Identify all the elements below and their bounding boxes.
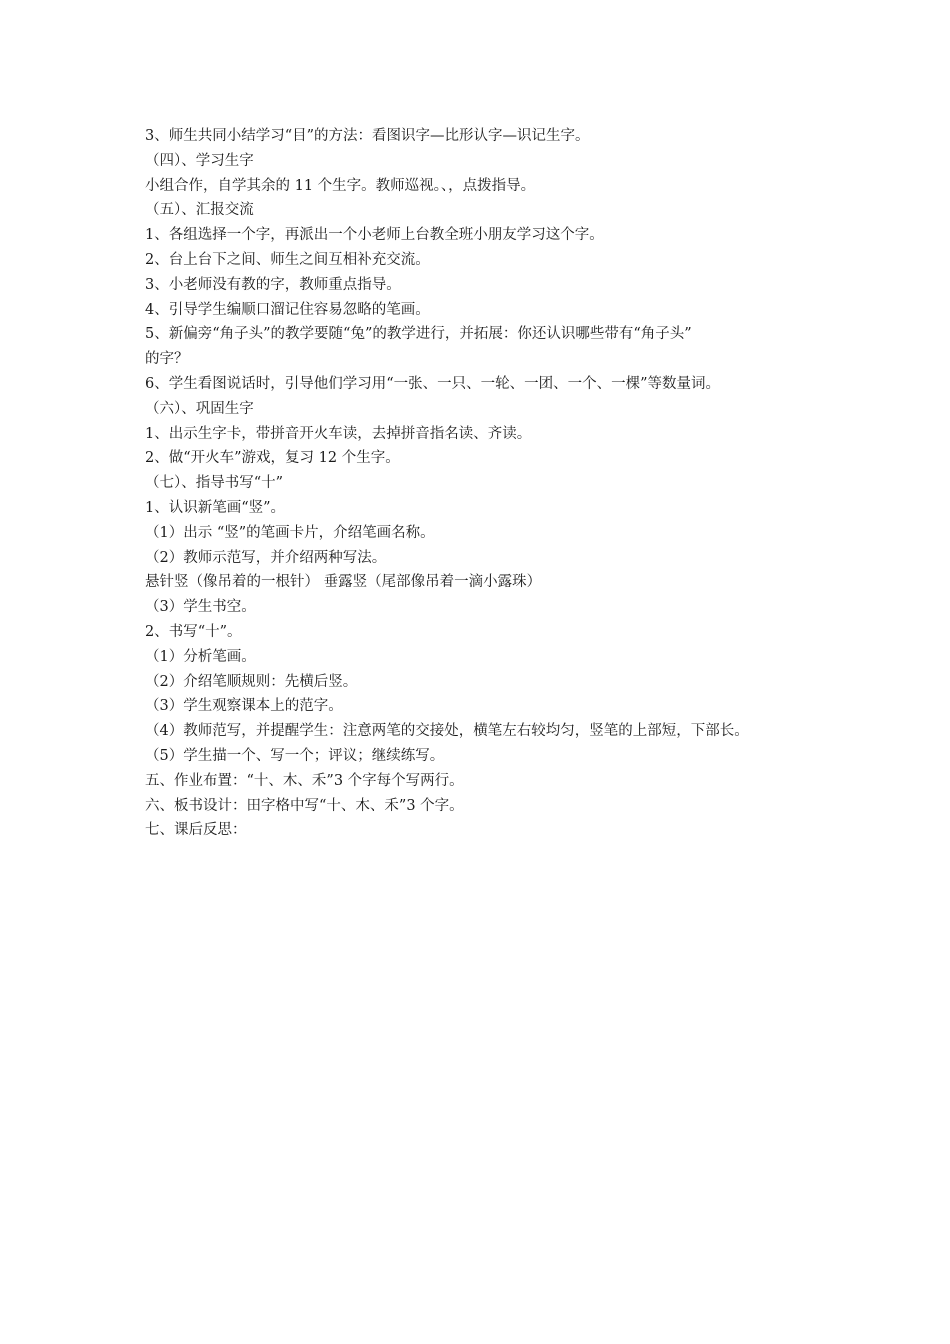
text-line: 五、作业布置：“十、木、禾”3 个字每个写两行。 bbox=[145, 772, 464, 789]
text-line: （4）教师范写，并提醒学生：注意两笔的交接处，横笔左右较均匀，竖笔的上部短，下部长。 bbox=[145, 723, 749, 740]
text-line: 小组合作，自学其余的 11 个生字。教师巡视。、，点拨指导。 bbox=[145, 177, 536, 194]
section-heading: （五）、汇报交流 bbox=[145, 202, 254, 219]
section-heading: 七、课后反思： bbox=[145, 822, 247, 839]
text-line: 4、引导学生编顺口溜记住容易忽略的笔画。 bbox=[145, 301, 430, 318]
text-line: （3）学生书空。 bbox=[145, 599, 256, 616]
text-line: 3、师生共同小结学习“目”的方法：看图识字—比形认字—识记生字。 bbox=[145, 128, 590, 144]
text-line: 六、板书设计：田字格中写“十、木、禾”3 个字。 bbox=[145, 797, 464, 814]
text-line: 1、认识新笔画“竖”。 bbox=[145, 499, 286, 516]
document-body bbox=[145, 124, 815, 843]
text-line: 悬针竖（像吊着的一根针） 垂露竖（尾部像吊着一滴小露珠） bbox=[145, 574, 542, 591]
text-line: 1、各组选择一个字，再派出一个小老师上台教全班小朋友学习这个字。 bbox=[145, 227, 604, 244]
text-line: （3）学生观察课本上的范字。 bbox=[145, 698, 343, 715]
text-line: （2）教师示范写，并介绍两种写法。 bbox=[145, 549, 387, 566]
text-line: （5）学生描一个、写一个；评议；继续练写。 bbox=[145, 747, 445, 764]
text-line: （1）分析笔画。 bbox=[145, 648, 256, 665]
text-line: 的字？ bbox=[145, 351, 189, 368]
text-line: 2、书写“十”。 bbox=[145, 623, 242, 640]
text-line: 6、学生看图说话时，引导他们学习用“一张、一只、一轮、一团、一个、一棵”等数量词。 bbox=[145, 375, 721, 392]
section-heading: （四）、学习生字 bbox=[145, 152, 254, 169]
text-line: 2、台上台下之间、师生之间互相补充交流。 bbox=[145, 251, 430, 268]
text-line: 3、小老师没有教的字，教师重点指导。 bbox=[145, 276, 401, 293]
text-line: （2）介绍笔顺规则：先横后竖。 bbox=[145, 673, 358, 690]
section-heading: （七）、指导书写“十” bbox=[145, 475, 284, 492]
text-line: （1）出示 “竖”的笔画卡片，介绍笔画名称。 bbox=[145, 524, 435, 541]
text-line: 2、做“开火车”游戏，复习 12 个生字。 bbox=[145, 450, 400, 467]
section-heading: （六）、巩固生字 bbox=[145, 400, 254, 417]
text-line: 1、出示生字卡，带拼音开火车读，去掉拼音指名读、齐读。 bbox=[145, 425, 532, 442]
text-line: 5、新偏旁“角子头”的教学要随“兔”的教学进行，并拓展：你还认识哪些带有“角子头” bbox=[145, 326, 692, 343]
